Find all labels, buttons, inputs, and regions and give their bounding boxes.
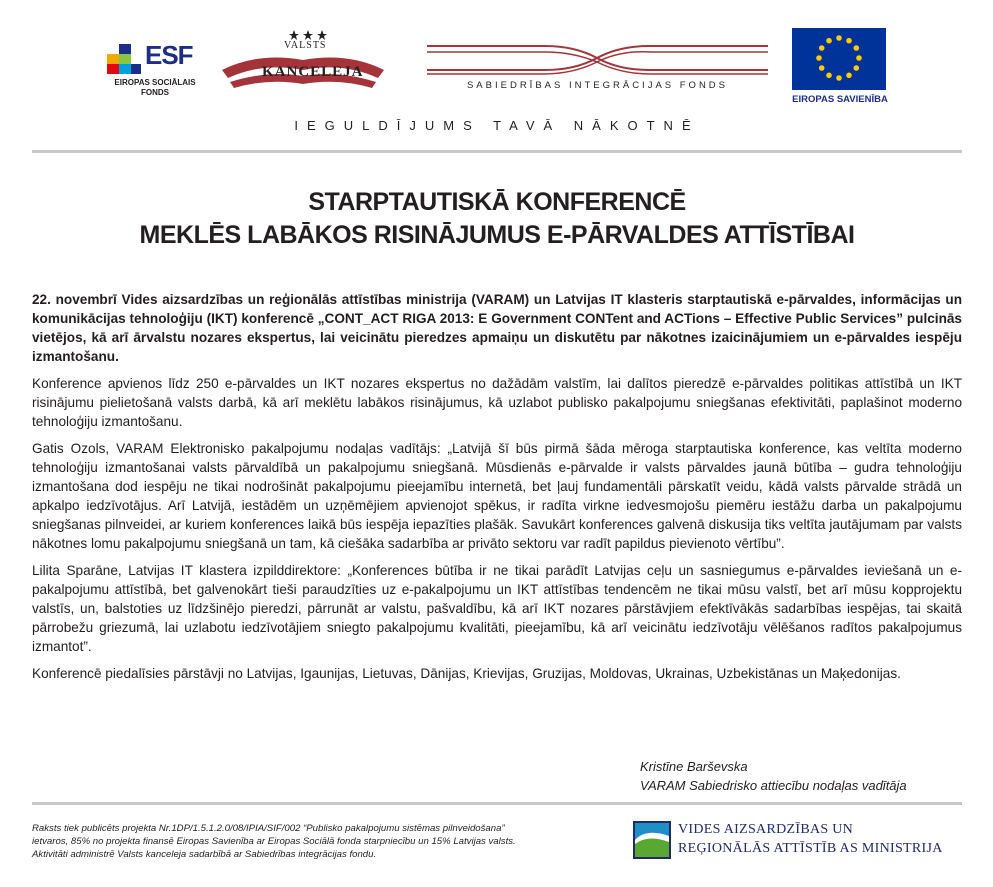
sif-logo-text: SABIEDRĪBAS INTEGRĀCIJAS FONDS bbox=[466, 80, 729, 91]
title-line-1: STARPTAUTISKĀ KONFERENCĒ bbox=[308, 188, 686, 216]
signature-position: VARAM Sabiedrisko attiecību nodaļas vadītāja bbox=[640, 778, 907, 793]
sif-logo bbox=[425, 38, 770, 98]
article-lead: 22. novembrī Vides aizsardzības un reģionālās attīstības ministrija (VARAM) un Latvijas IT klasteris starptautiskā e-pārvaldes, informācijas un komunikācijas tehnoloģiju (IKT) konferencē „CONT_ACT RIGA 2013: E Government CONTent and ACTions – Effective Public Services” pulcinās vietējos, kā arī ārvalstu nozares ekspertus, lai veicinātu pieredzes apmaiņu un diskutētu par nākotnes izaicinājumiem un e-pārvaldes iespēju izmantošanu. bbox=[32, 292, 962, 364]
signature bbox=[640, 757, 907, 795]
motto: IEGULDĪJUMS TAVĀ NĀKOTNĒ bbox=[294, 118, 700, 133]
article-paragraph-4: Konferencē piedalīsies pārstāvji no Latvijas, Igaunijas, Lietuvas, Dānijas, Krievijas, Gruzijas, Moldovas, Ukrainas, Uzbekistānas un Maķedonijas. bbox=[32, 666, 901, 681]
bottom-divider bbox=[32, 802, 962, 805]
stars-icon bbox=[288, 30, 328, 40]
varam-logo bbox=[632, 818, 962, 864]
eu-logo-text: EIROPAS SAVIENĪBA bbox=[792, 94, 888, 105]
valsts-kanceleja-logo bbox=[218, 30, 388, 90]
varam-logo-text bbox=[678, 820, 943, 858]
article-body bbox=[32, 290, 962, 691]
article-paragraph-1: Konference apvienos līdz 250 e-pārvaldes un IKT nozares ekspertus no dažādām valstīm, lai dalītos pieredzē e-pārvaldes politikas attīstībā un IKT risinājumu pielietošanā valsts darbā, kā arī meklētu labākos risinājumus, kā uzlabot publisko pakalpojumu sniegšanas efektivitāti, paplašinot moderno tehnoloģiju izmantošanu. bbox=[32, 376, 962, 429]
footnote bbox=[32, 822, 602, 861]
logo-bar bbox=[0, 0, 993, 112]
top-divider bbox=[32, 150, 962, 153]
varam-mark-icon bbox=[632, 820, 672, 860]
valsts-kanceleja-top-text: VALSTS bbox=[284, 40, 327, 51]
eu-flag-icon bbox=[792, 28, 886, 90]
esf-logo-text: ESF bbox=[145, 40, 193, 70]
esf-mark-icon bbox=[105, 44, 143, 74]
article-paragraph-3: Lilita Sparāne, Latvijas IT klastera izpilddirektore: „Konferences būtība ir ne tikai parādīt Latvijas ceļu un sasniegumus e-pārvaldes ieviešanā un e-pakalpojumu attīstībā, bet galvenokārt tieši paraudzīties uz e-pakalpojumu un IKT attīstības tendencēm ne tikai mūsu valstī, bet arī mūsu kopprojektu valstīs, un, balstoties uz līdzšinējo pieredzi, pārrunāt ar valstu, pašvaldību, kā arī IKT nozares pārstāvjiem efektīvākās sadarbības iespējas, tai skaitā pārrobežu griezumā, lai uzlabotu iedzīvotājiem sniegto pakalpojumu kvalitāti, pieejamību, kā arī veicinātu iedzīvotāju vēlēšanos radītos pakalpojumus izmantot”. bbox=[32, 563, 962, 654]
article-paragraph-2: Gatis Ozols, VARAM Elektronisko pakalpojumu nodaļas vadītājs: „Latvijā šī būs pirmā šāda mēroga starptautiska konference, kas veltīta moderno tehnoloģiju izmantošanai valsts pārvaldībā un pakalpojumu sniegšanā. Mūsdienās e-pārvalde ir valsts pārvaldes jaunā būtība – gudra tehnoloģiju izmantošana dod iespēju ne tikai nodrošināt pakalpojumu pieejamību internetā, bet ļauj fundamentāli pārskatīt veidu, kādā valsts pārvalde strādā un apkalpo iedzīvotājus. Arī Latvijā, iestādēm un uzņēmējiem apvienojot spēkus, ir radīta virkne iedvesmojošu piemēru iestāžu darba un pakalpojumu sniegšanas pilnveidei, ar kuriem konferences laikā būs iespēja iepazīties plašāk. Savukārt konferences galvenā diskusija tiks veltīta jautājumam par valsts nākotnes lomu pakalpojumu sniegšanā un tam, kā ciešāka sadarbība ar privāto sektoru var radīt papildus pievienoto vērtību”. bbox=[32, 441, 962, 551]
footnote-line-1: Raksts tiek publicēts projekta Nr.1DP/1.5.1.2.0/08/IPIA/SIF/002 “Publisko pakalpojumu sistēmas pilnveidošana” bbox=[32, 823, 505, 834]
title-line-2: MEKLĒS LABĀKOS RISINĀJUMUS E-PĀRVALDES ATTĪSTĪBAI bbox=[139, 221, 855, 249]
varam-logo-line-2: REĢIONĀLĀS ATTĪSTĪB AS MINISTRIJA bbox=[678, 841, 943, 856]
valsts-kanceleja-main-text: KANCELEJA bbox=[262, 64, 364, 80]
signature-name: Kristīne Barševska bbox=[640, 759, 748, 774]
esf-logo-subtitle: EIROPAS SOCIĀLAIS FONDS bbox=[114, 78, 196, 97]
varam-logo-line-1: VIDES AIZSARDZĪBAS UN bbox=[678, 822, 854, 837]
eu-stars-icon bbox=[792, 28, 886, 90]
footnote-line-3: Aktivitāti administrē Valsts kanceleja sadarbībā ar Sabiedrības integrācijas fondu. bbox=[32, 849, 377, 860]
footnote-line-2: ietvaros, 85% no projekta finansē Eiropas Savienība ar Eiropas Sociālā fonda starpniecību un 15% Latvijas valsts. bbox=[32, 836, 516, 847]
sif-lines-icon bbox=[425, 38, 770, 78]
page-title bbox=[32, 186, 962, 252]
eu-logo bbox=[790, 28, 890, 108]
